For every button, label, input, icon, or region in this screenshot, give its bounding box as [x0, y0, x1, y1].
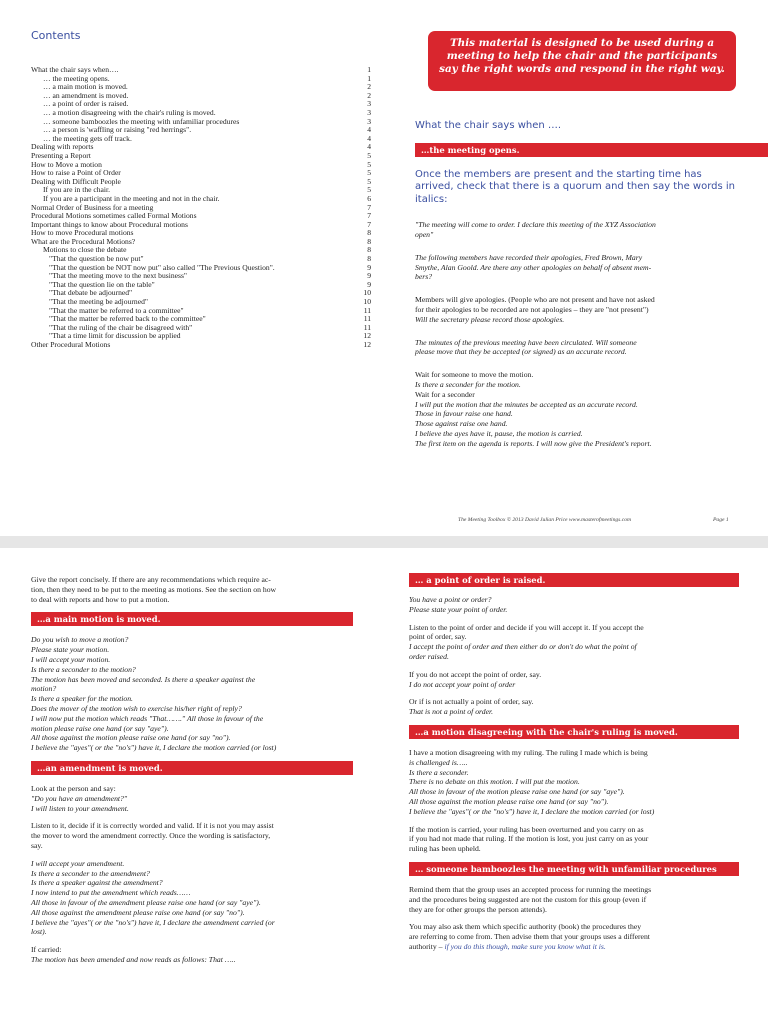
toc-entry-page: 4: [367, 142, 371, 152]
toc-entry-title: If you are in the chair.: [43, 185, 111, 195]
bamboozle-authority-text: authority –: [409, 941, 445, 951]
disagree-script: [409, 748, 739, 817]
toc-entry-title: How to move Procedural motions: [31, 228, 134, 238]
text-line: I do not accept your point of order: [409, 679, 516, 689]
amendment-carried: [31, 945, 353, 965]
toc-entry-title: "That the meeting be adjourned": [49, 297, 148, 307]
toc-entry-title: Other Procedural Motions: [31, 340, 111, 349]
toc-entry-title: … the meeting opens.: [43, 73, 110, 83]
script-line: open": [415, 230, 434, 240]
toc-entry-title: "That the matter be referred back to the committee": [49, 314, 206, 324]
toc-entry-title: Motions to close the debate: [43, 245, 127, 255]
toc-entry-page: 12: [363, 331, 371, 341]
toc-entry-title: "That the ruling of the chair be disagreed with": [49, 322, 193, 332]
script-line: Is there a seconder for the motion.: [415, 379, 521, 389]
toc-entry-page: 1: [367, 73, 371, 83]
point-invalid: [409, 697, 739, 717]
text-line: All those in favour of the motion please raise one hand (or say "aye").: [409, 787, 625, 797]
intro-callout: This material is designed to be used during a meeting to help the chair and the participants say the right words and respond in the right way.: [428, 31, 736, 91]
toc-entry-title: … the meeting gets off track.: [43, 133, 132, 143]
toc-entry-page: 10: [363, 288, 371, 298]
toc-entry-page: 11: [363, 314, 371, 324]
toc-entry-page: 7: [367, 211, 371, 221]
text-line: I now intend to put the amendment which reads……: [31, 888, 191, 898]
text-line: I believe the "ayes"( or the "no's") have it, I declare the motion carried (or lost): [31, 743, 277, 753]
toc-entry-page: 5: [367, 176, 371, 186]
bamboozle-warning: if you do this though, make sure you know what it is.: [444, 941, 606, 951]
toc-entry-title: Presenting a Report: [31, 150, 91, 160]
text-line: I will now put the motion which reads "That……." All those in favour of the: [31, 713, 264, 723]
point-reject: [409, 670, 739, 690]
table-of-contents: [31, 66, 371, 350]
toc-entry-title: … a point of order is raised.: [43, 99, 129, 109]
toc-entry-title: Dealing with reports: [31, 142, 94, 152]
bamboozle-authority: [409, 922, 739, 951]
toc-entry-page: 8: [367, 236, 371, 246]
contents-column: [31, 29, 371, 350]
text-line: Remind them that the group uses an accepted process for running the meetings: [409, 884, 652, 894]
text-line: Is there a seconder to the amendment?: [31, 868, 150, 878]
text-line: Is there a seconder to the motion?: [31, 664, 136, 674]
script-paragraph: [415, 338, 737, 358]
toc-entry-page: 11: [363, 322, 371, 332]
intro-instruction: Once the members are present and the starting time has arrived, check that there is a quorum and then say the words in italics:: [415, 169, 735, 205]
document-page-2: [0, 548, 768, 1024]
toc-entry-title: "That the question be now put": [49, 254, 144, 264]
section-title: What the chair says when ….: [415, 120, 562, 131]
point-ask: [409, 595, 739, 615]
text-line: I accept the point of order and then either do or don't do what the point of: [409, 642, 637, 652]
toc-entry-page: 7: [367, 219, 371, 229]
script-line: Smythe, Alan Goold. Are there any other apologies on behalf of absent mem-: [415, 262, 652, 272]
script-line: Will the secretary please record those apologies.: [415, 314, 565, 324]
text-line: I believe the "ayes"( or the "no's") have it, I declare the motion carried (or lost): [409, 806, 655, 816]
toc-entry-page: 4: [367, 133, 371, 143]
disagree-outcome: [409, 825, 739, 854]
toc-entry-title: "That the question lie on the table": [49, 279, 155, 289]
script-line: bers?: [415, 272, 433, 282]
toc-entry-title: … a main motion is moved.: [43, 82, 128, 92]
text-line: lost).: [31, 927, 47, 937]
text-line: The motion has been moved and seconded. Is there a speaker against the: [31, 674, 256, 684]
text-line: if you had not made that ruling. If the motion is lost, you just carry on as your: [409, 834, 649, 844]
toc-entry-page: 5: [367, 159, 371, 169]
toc-entry-title: … a motion disagreeing with the chair's ruling is moved.: [43, 107, 216, 117]
text-line: All those against the amendment please raise one hand (or say "no").: [31, 907, 245, 917]
script-line: Members will give apologies. (People who are not present and have not asked: [415, 295, 655, 305]
script-line: please move that they be accepted (or signed) as an accurate record.: [415, 347, 627, 357]
amendment-check: [31, 821, 353, 850]
text-line: Is there a speaker against the amendment?: [31, 878, 163, 888]
text-line: to deal with reports and how to put a motion.: [31, 594, 170, 604]
text-line: motion please raise one hand (or say "aye").: [31, 723, 169, 733]
text-line: Give the report concisely. If there are any recommendations which require ac-: [31, 575, 271, 584]
text-line: Look at the person and say:: [31, 783, 116, 793]
toc-entry-title: Procedural Motions sometimes called Formal Motions: [31, 211, 197, 221]
text-line: Please state your motion.: [31, 645, 110, 655]
text-line: You may also ask them which specific authority (book) the procedures they: [409, 922, 642, 932]
page-number: Page 1: [713, 517, 729, 523]
bar-bamboozle: … someone bamboozles the meeting with unfamiliar procedures: [409, 862, 739, 876]
right-column-page2: [409, 573, 739, 960]
text-line: Is there a speaker for the motion.: [31, 694, 133, 704]
script-paragraph: [415, 253, 737, 282]
toc-entry-page: 2: [367, 82, 371, 92]
bamboozle-remind: [409, 885, 739, 914]
toc-entry-page: 12: [363, 340, 371, 349]
text-line: Or if is not actually a point of order, say.: [409, 697, 534, 707]
toc-entry-title: What the chair says when….: [31, 65, 119, 74]
bar-disagree-ruling: …a motion disagreeing with the chair's ruling is moved.: [409, 725, 739, 739]
toc-entry-page: 4: [367, 125, 371, 135]
script-line: "The meeting will come to order. I declare this meeting of the XYZ Association: [415, 220, 656, 230]
text-line: If carried:: [31, 945, 62, 955]
amendment-intro: [31, 784, 353, 813]
toc-entry-title: … an amendment is moved.: [43, 90, 129, 100]
text-line: ruling has been upheld.: [409, 844, 481, 854]
opening-script: [415, 220, 737, 448]
text-line: order raised.: [409, 651, 449, 661]
text-line: Listen to it, decide if it is correctly worded and valid. If it is not you may assist: [31, 821, 274, 831]
text-line: If you do not accept the point of order, say.: [409, 669, 542, 679]
text-line: I believe the "ayes"( or the "no's") have it, I declare the amendment carried (or: [31, 917, 275, 927]
toc-entry-title: If you are a participant in the meeting and not in the chair.: [43, 193, 220, 203]
text-line: All those in favour of the amendment please raise one hand (or say "aye").: [31, 897, 261, 907]
toc-entry-title: "That a time limit for discussion be applied: [49, 331, 181, 341]
point-decide: [409, 623, 739, 662]
toc-entry-page: 6: [367, 193, 371, 203]
script-line: I believe the ayes have it, pause, the motion is carried.: [415, 428, 583, 438]
toc-entry-page: 3: [367, 116, 371, 126]
toc-entry-page: 5: [367, 168, 371, 178]
text-line: I will accept your amendment.: [31, 858, 125, 868]
text-line: tion, then they need to be put to the meeting as motions. See the section on how: [31, 584, 277, 594]
text-line: That is not a point of order.: [409, 707, 494, 717]
toc-entry-page: 3: [367, 99, 371, 109]
toc-entry-page: 10: [363, 297, 371, 307]
text-line: Please state your point of order.: [409, 604, 508, 614]
text-line: I will accept your motion.: [31, 654, 111, 664]
main-motion-script: [31, 635, 353, 753]
toc-entry-page: 9: [367, 271, 371, 281]
toc-entry-title: How to raise a Point of Order: [31, 168, 121, 178]
text-line: point of order, say.: [409, 632, 467, 642]
toc-entry-title: … someone bamboozles the meeting with unfamiliar procedures: [43, 116, 240, 126]
toc-entry-title: How to Move a motion: [31, 159, 102, 169]
toc-entry-page: 8: [367, 245, 371, 255]
text-line: and the procedures being suggested are not the custom for this group (even if: [409, 894, 647, 904]
bar-main-motion: …a main motion is moved.: [31, 612, 353, 626]
toc-entry-page: 11: [363, 305, 371, 315]
text-line: are referring to come from. Then advise them that your groups uses a different: [409, 932, 650, 942]
contents-heading: Contents: [31, 29, 81, 42]
script-paragraph: [415, 370, 737, 448]
script-paragraph: [415, 295, 737, 324]
text-line: say.: [31, 840, 43, 850]
text-line: Does the mover of the motion wish to exercise his/her right of reply?: [31, 703, 242, 713]
text-line: All those against the motion please raise one hand (or say "no").: [31, 733, 231, 743]
script-paragraph: [415, 220, 737, 240]
toc-entry-page: 9: [367, 279, 371, 289]
report-advice: [31, 575, 353, 604]
script-line: for their apologies to be recorded are not apologies – they are "not present"): [415, 305, 649, 314]
text-line: There is no debate on this motion. I will put the motion.: [409, 777, 580, 787]
text-line: is challenged is…..: [409, 757, 468, 767]
text-line: "Do you have an amendment?": [31, 793, 128, 803]
bar-meeting-opens: …the meeting opens.: [415, 143, 768, 157]
text-line: they are for other groups the person attends).: [409, 904, 547, 914]
toc-entry-page: 9: [367, 262, 371, 272]
text-line: All those against the motion please raise one hand (or say "no").: [409, 796, 609, 806]
text-line: Listen to the point of order and decide if you will accept it. If you accept the: [409, 622, 644, 632]
toc-entry-title: "That the meeting move to the next business": [49, 271, 188, 281]
amendment-script: [31, 859, 353, 937]
text-line: Do you wish to move a motion?: [31, 635, 129, 645]
toc-entry-title: "That the question be NOT now put" also called "The Previous Question".: [49, 262, 275, 272]
text-line: If the motion is carried, your ruling has been overturned and you carry on as: [409, 824, 644, 834]
toc-entry-title: Dealing with Difficult People: [31, 176, 121, 186]
script-line: The minutes of the previous meeting have been circulated. Will someone: [415, 337, 637, 347]
toc-entry-title: "That debate be adjourned": [49, 288, 133, 298]
toc-entry-title: Important things to know about Procedural motions: [31, 219, 188, 229]
script-line: Wait for someone to move the motion.: [415, 370, 534, 380]
bar-amendment: …an amendment is moved.: [31, 761, 353, 775]
toc-entry-page: 5: [367, 185, 371, 195]
text-line: Is there a seconder.: [409, 767, 469, 777]
toc-entry-title: What are the Procedural Motions?: [31, 236, 136, 246]
toc-entry-page: 3: [367, 107, 371, 117]
text-line: The motion has been amended and now reads as follows: That …..: [31, 954, 236, 964]
left-column-page2: [31, 575, 353, 973]
toc-entry-page: 5: [367, 150, 371, 160]
script-line: The first item on the agenda is reports. I will now give the President's report.: [415, 438, 652, 448]
script-line: The following members have recorded their apologies, Fred Brown, Mary: [415, 252, 643, 262]
toc-entry-page: 8: [367, 228, 371, 238]
text-line: I have a motion disagreeing with my ruling. The ruling I made which is being: [409, 747, 648, 757]
text-line: motion?: [31, 684, 57, 694]
bar-point-of-order: … a point of order is raised.: [409, 573, 739, 587]
text-line: the mover to word the amendment correctly. Once the wording is satisfactory,: [31, 831, 271, 841]
toc-entry-title: … a person is 'waffling or raising "red herrings".: [43, 125, 192, 135]
text-line: I will listen to your amendment.: [31, 803, 129, 813]
script-line: Those in favour raise one hand.: [415, 409, 513, 419]
toc-entry[interactable]: [31, 341, 371, 350]
toc-entry-page: 2: [367, 90, 371, 100]
text-line: You have a point or order?: [409, 595, 492, 604]
toc-entry-page: 7: [367, 202, 371, 212]
script-line: Those against raise one hand.: [415, 419, 508, 429]
right-column-page1: [415, 120, 737, 462]
script-line: I will put the motion that the minutes be accepted as an accurate record.: [415, 399, 638, 409]
page-footer: The Meeting Toolbox © 2013 David Julian Price www.masterofmeetings.com: [458, 517, 632, 523]
toc-entry-page: 1: [367, 65, 371, 74]
toc-entry-title: "That the matter be referred to a committee": [49, 305, 184, 315]
toc-entry-page: 8: [367, 254, 371, 264]
script-line: Wait for a seconder: [415, 389, 475, 399]
toc-entry-title: Normal Order of Business for a meeting: [31, 202, 154, 212]
